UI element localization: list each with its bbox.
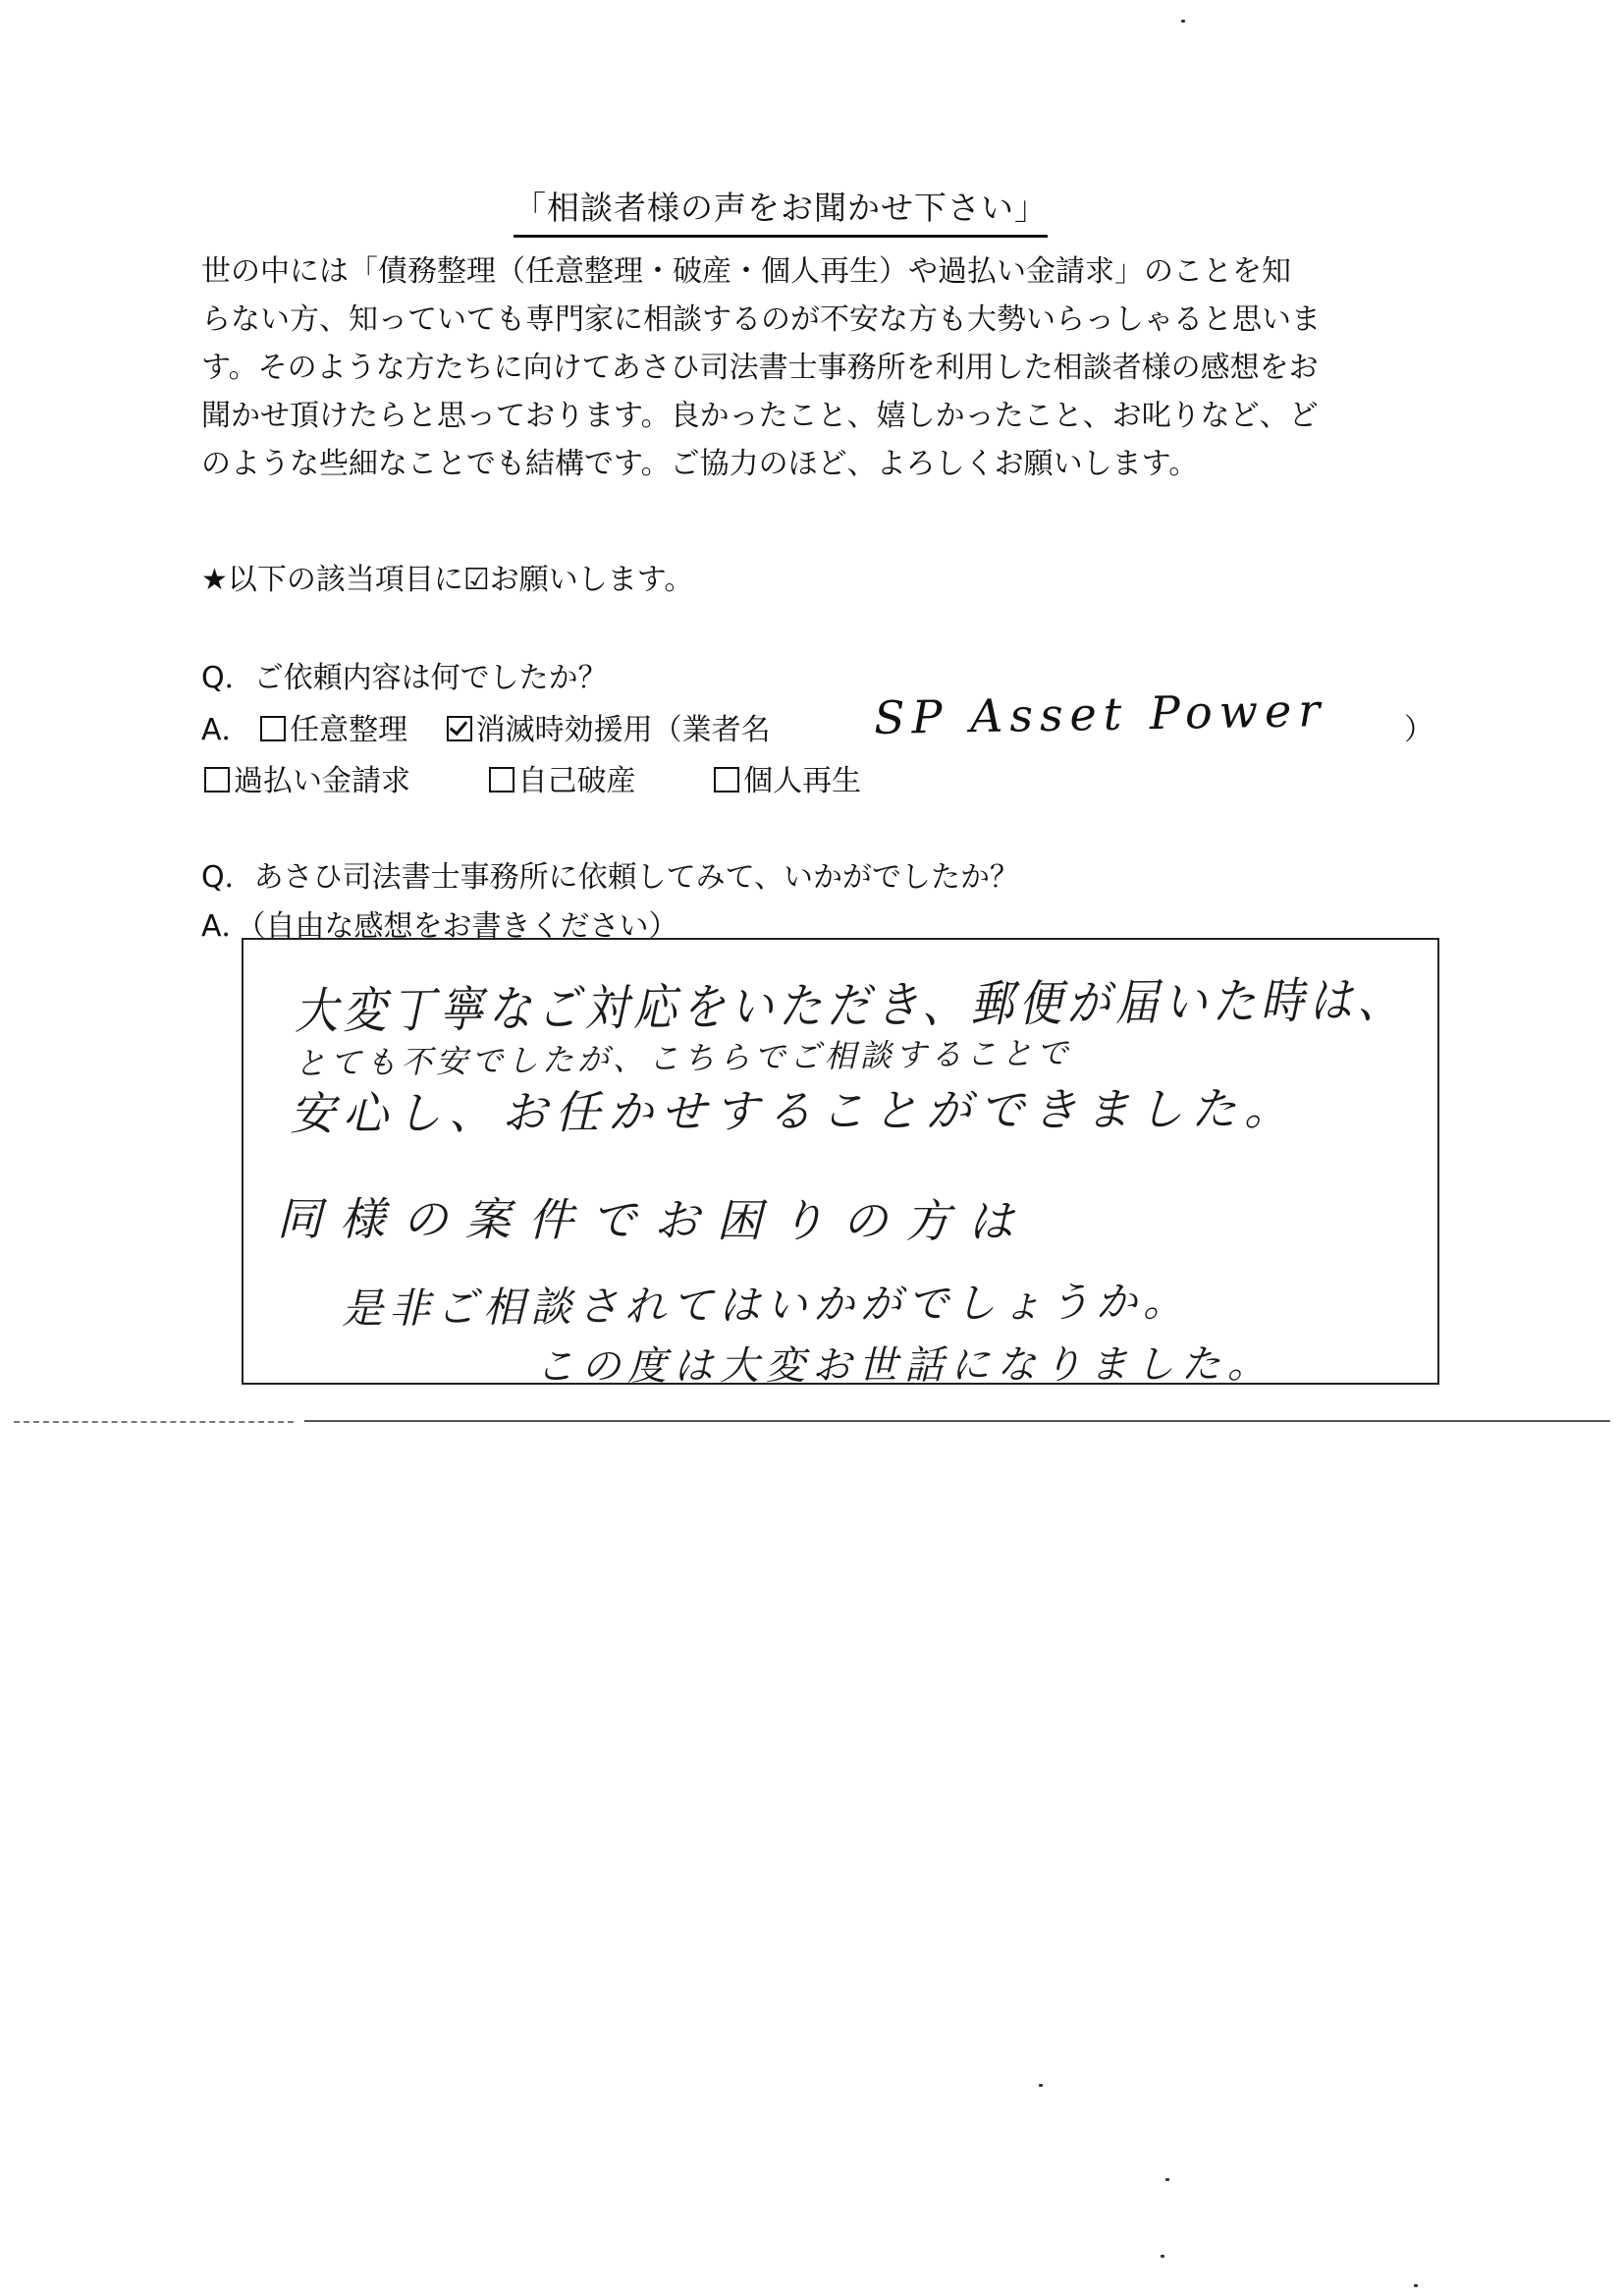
scan-speck [1039, 2084, 1043, 2087]
intro-line: す。そのような方たちに向けてあさひ司法書士事務所を利用した相談者様の感想をお [201, 351, 1319, 385]
intro-line: 聞かせ頂けたらと思っております。良かったこと、嬉しかったこと、お叱りなど、ど [201, 399, 1319, 433]
intro-paragraph [201, 247, 1458, 488]
form-title: 「相談者様の声をお聞かせ下さい」 [514, 183, 1048, 238]
scan-speck [1414, 2284, 1418, 2287]
option-nin-i-seiri[interactable]: 任意整理 [260, 705, 407, 748]
intro-line: らない方、知っていても専門家に相談するのが不安な方も大勢いらっしゃると思いま [201, 302, 1321, 337]
question-2-answer-prefix: A．（自由な感想をお書きください） [201, 909, 678, 944]
option-kojin-saisei[interactable]: 個人再生 [714, 756, 861, 799]
cut-line-left [14, 1421, 294, 1423]
answer-prefix: A． [201, 713, 251, 747]
question-1: Q．ご依頼内容は何でしたか？ [201, 661, 608, 695]
handwritten-line: この度は大変お世話になりました。 [534, 1341, 1274, 1390]
intro-line: 世の中には「債務整理（任意整理・破産・個人再生）や過払い金請求」のことを知 [201, 254, 1291, 289]
checkbox-icon[interactable] [714, 767, 739, 793]
handwritten-line: 安心し、お任かせすることができました。 [289, 1081, 1298, 1140]
question-1-answer-row2 [204, 756, 900, 799]
scan-speck [1181, 20, 1185, 23]
checkbox-icon[interactable] [489, 767, 514, 793]
handwritten-line: 同様の案件でお困りの方は [276, 1192, 1032, 1248]
handwritten-line: 是非ご相談されてはいかがでしょうか。 [341, 1277, 1191, 1333]
option-shometsu-jiko[interactable]: 消滅時効援用（業者名 [447, 705, 771, 748]
question-2: Q．あさひ司法書士事務所に依頼してみて、いかがでしたか？ [201, 860, 1020, 895]
handwritten-line: 大変丁寧なご対応をいただき、郵便が届いた時は、 [294, 971, 1406, 1040]
intro-line: のような些細なことでも結構です。ご協力のほど、よろしくお願いします。 [201, 447, 1199, 481]
cut-line [304, 1420, 1610, 1422]
company-name-handwritten: SP Asset Power [873, 683, 1327, 745]
option-kabarai[interactable]: 過払い金請求 [204, 756, 410, 799]
instruction-text: ★以下の該当項目に☑お願いします。 [201, 563, 694, 597]
checkbox-icon[interactable] [204, 767, 230, 793]
company-paren-close: ） [1404, 713, 1434, 747]
question-1-answer-row1 [201, 705, 810, 748]
checkbox-icon[interactable] [260, 716, 286, 741]
checked-checkbox-icon[interactable] [447, 716, 472, 741]
handwritten-line: とても不安でしたが、こちらでご相談することで [294, 1033, 1072, 1082]
option-jiko-hasan[interactable]: 自己破産 [489, 756, 636, 799]
scan-speck [1161, 2255, 1164, 2258]
scan-speck [1165, 2178, 1169, 2181]
